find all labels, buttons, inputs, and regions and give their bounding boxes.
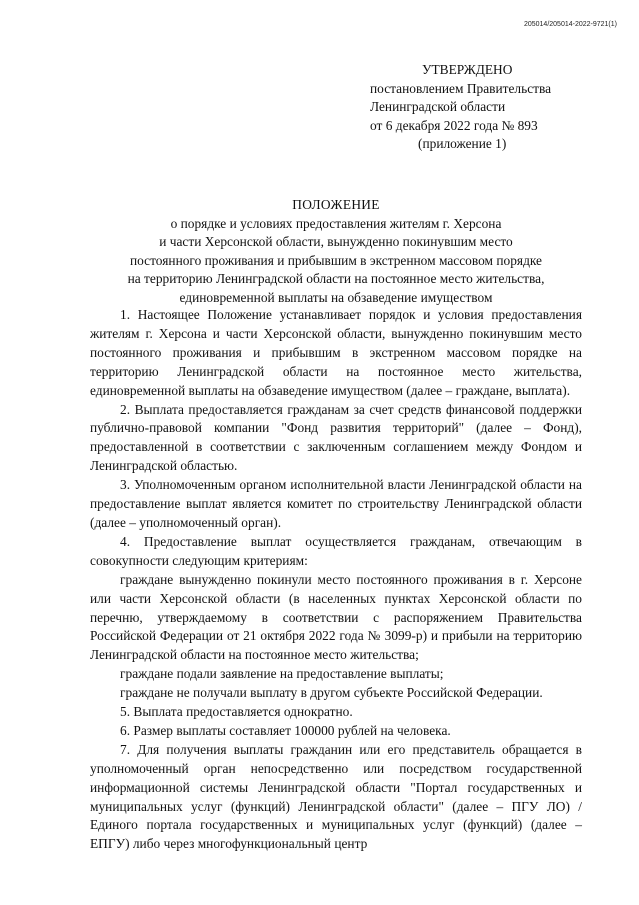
heading-line: о порядке и условиях предоставления жителям г. Херсона (170, 215, 502, 231)
paragraph: граждане подали заявление на предоставление выплаты; (120, 666, 444, 682)
paragraph: 2. Выплата предоставляется гражданам за счет средств финансовой поддержки публично-правовой компании "Фонд развития территорий" (далее – Фонд), предоставленной в соответствии с заключенным соглашением между Фондом и Ленинградской областью. (90, 401, 582, 474)
heading-line: единовременной выплаты на обзаведение имуществом (179, 289, 493, 305)
document-id: 205014/205014-2022-9721(1) (523, 21, 617, 28)
paragraph: 4. Предоставление выплат осуществляется гражданам, отвечающим в совокупности следующим критериям: (90, 533, 582, 568)
approval-line: от 6 декабря 2022 года № 893 (370, 117, 538, 133)
paragraph: граждане не получали выплату в другом субъекте Российской Федерации. (120, 685, 543, 701)
document-heading (90, 196, 582, 307)
page-title: ПОЛОЖЕНИЕ (292, 197, 380, 212)
heading-line: постоянного проживания и прибывшим в экстренном массовом порядке (129, 252, 542, 268)
approval-line: постановлением Правительства (370, 80, 552, 96)
document-body (90, 306, 582, 854)
paragraph: 5. Выплата предоставляется однократно. (120, 704, 353, 720)
approval-title: УТВЕРЖДЕНО (422, 62, 513, 77)
heading-line: и части Херсонской области, вынужденно покинувшим место (159, 234, 513, 249)
paragraph: граждане вынужденно покинули место постоянного проживания в г. Херсоне или части Херсонской области (в населенных пунктах Херсонской области по перечню, утверждаемому в соответствии с распоряжением Правительства Российской Федерации от 21 октября 2022 года № 3099-р) и прибыли на территорию Ленинградской области на постоянное место жительства; (90, 571, 582, 663)
paragraph: 1. Настоящее Положение устанавливает порядок и условия предоставления жителям г. Херсона и части Херсонской области, вынужденно покинувшим место постоянного проживания и прибывшим в экстренном массовом порядке на территорию Ленинградской области на постоянное место жительства, единовременной выплаты на обзаведение имуществом (далее – граждане, выплата). (90, 307, 582, 398)
paragraph: 3. Уполномоченным органом исполнительной власти Ленинградской области на предоставление выплат является комитет по строительству Ленинградской области (далее – уполномоченный орган). (90, 477, 582, 530)
heading-line: на территорию Ленинградской области на постоянное место жительства, (127, 271, 545, 286)
paragraph: 6. Размер выплаты составляет 100000 рублей на человека. (120, 722, 451, 738)
paragraph: 7. Для получения выплаты гражданин или его представитель обращается в уполномоченный орган непосредственно или посредством государственной информационной системы Ленинградской области "Портал государственных и муниципальных услуг (функций) Ленинградской области" (далее – ПГУ ЛО) / Единого портала государственных и муниципальных услуг (функций) (далее – ЕПГУ) либо через многофункциональный центр (90, 741, 582, 852)
approval-appendix: (приложение 1) (418, 136, 507, 151)
approval-line: Ленинградской области (370, 99, 506, 114)
approval-block (370, 61, 551, 154)
